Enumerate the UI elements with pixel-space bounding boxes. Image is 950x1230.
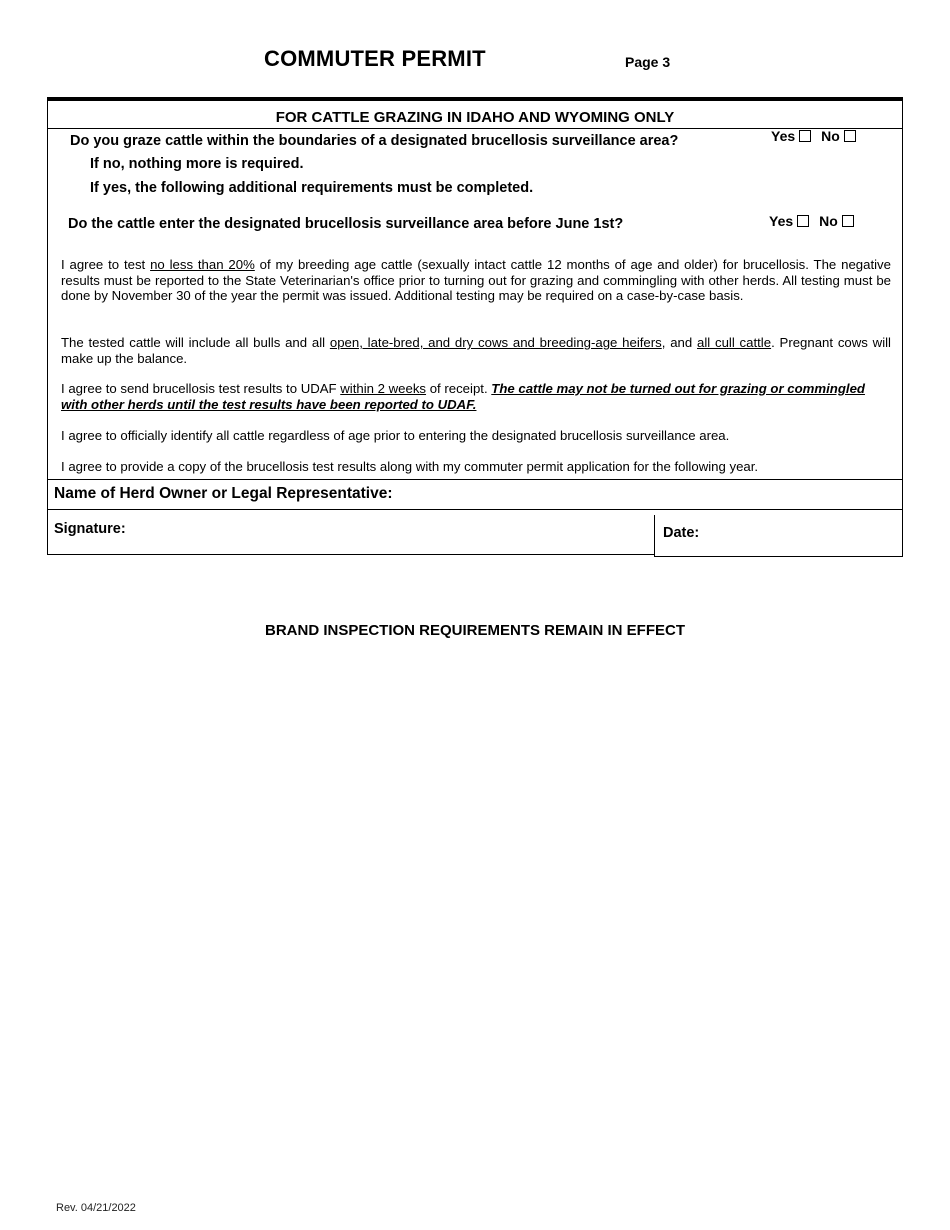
question-graze-surveillance: Do you graze cattle within the boundaries of a designated brucellosis surveillance area?	[70, 133, 679, 149]
signature-date-divider	[654, 515, 655, 557]
p2-underline-1: open, late-bred, and dry cows and breeding-age heifers	[329, 335, 662, 350]
signature-field[interactable]	[137, 515, 647, 549]
cattle-grazing-section	[47, 97, 903, 556]
q1-yes-label: Yes	[771, 128, 796, 144]
q1-answer-group	[771, 128, 856, 144]
date-label: Date:	[663, 525, 700, 541]
owner-name-field[interactable]	[417, 483, 897, 509]
q2-answer-group	[769, 213, 854, 229]
q2-no-checkbox[interactable]	[842, 215, 854, 227]
q2-yes-label: Yes	[769, 213, 794, 229]
border-right	[902, 101, 903, 556]
q1-no-checkbox[interactable]	[844, 130, 856, 142]
divider-signature	[47, 509, 903, 510]
form-title: COMMUTER PERMIT	[264, 46, 486, 71]
question-enter-before-june: Do the cattle enter the designated brucellosis surveillance area before June 1st?	[68, 216, 624, 232]
p2-text-a: The tested cattle will include all bulls and all	[61, 335, 330, 350]
p2-text-c: . Pregnant cows will make up the balance.	[61, 335, 891, 366]
p2-underline-2: all cull cattle	[697, 335, 772, 350]
border-left	[47, 101, 48, 554]
brand-inspection-notice: BRAND INSPECTION REQUIREMENTS REMAIN IN EFFECT	[264, 622, 685, 639]
p3-text-b: of receipt.	[426, 381, 492, 396]
agreement-send-results	[61, 381, 891, 412]
q1-no-label: No	[821, 128, 840, 144]
page-number: Page 3	[625, 54, 671, 70]
p1-text-a: I agree to test	[61, 257, 151, 272]
p1-underline: no less than 20%	[150, 257, 255, 272]
signature-bottom-rule	[47, 554, 654, 555]
p1-text-b: of my breeding age cattle (sexually intact cattle 12 months of age and older) for brucellosis. The negative results must be reported to the State Veterinarian's office prior to turning out for grazing and commingling with other herds. All testing must be done by November 30 of the year the permit was issued. Additional testing may be required on a case-by-case basis.	[61, 257, 891, 303]
agreement-testing	[61, 257, 891, 304]
revision-date: Rev. 04/21/2022	[56, 1202, 136, 1214]
agreement-tested-cattle	[61, 335, 891, 366]
p3-text-a: I agree to send brucellosis test results to UDAF	[61, 381, 341, 396]
divider-owner	[47, 479, 903, 480]
owner-name-label: Name of Herd Owner or Legal Representative:	[54, 485, 393, 502]
p3-underline: within 2 weeks	[340, 381, 427, 396]
q2-no-label: No	[819, 213, 838, 229]
section-heading: FOR CATTLE GRAZING IN IDAHO AND WYOMING ONLY	[275, 109, 675, 126]
p3-bold-italic: The cattle may not be turned out for grazing or commingled with other herds until the test results have been reported to UDAF.	[61, 381, 865, 412]
signature-label: Signature:	[54, 521, 126, 537]
if-yes-note: If yes, the following additional requirements must be completed.	[90, 180, 534, 196]
agreement-identify: I agree to officially identify all cattle regardless of age prior to entering the designated brucellosis surveillance area.	[61, 428, 730, 443]
date-bottom-rule	[654, 556, 903, 557]
agreement-provide-copy: I agree to provide a copy of the brucellosis test results along with my commuter permit application for the following year.	[61, 459, 759, 474]
date-field[interactable]	[707, 515, 897, 549]
q1-yes-checkbox[interactable]	[799, 130, 811, 142]
q2-yes-checkbox[interactable]	[797, 215, 809, 227]
if-no-note: If no, nothing more is required.	[90, 156, 304, 172]
p2-text-b: , and	[661, 335, 697, 350]
